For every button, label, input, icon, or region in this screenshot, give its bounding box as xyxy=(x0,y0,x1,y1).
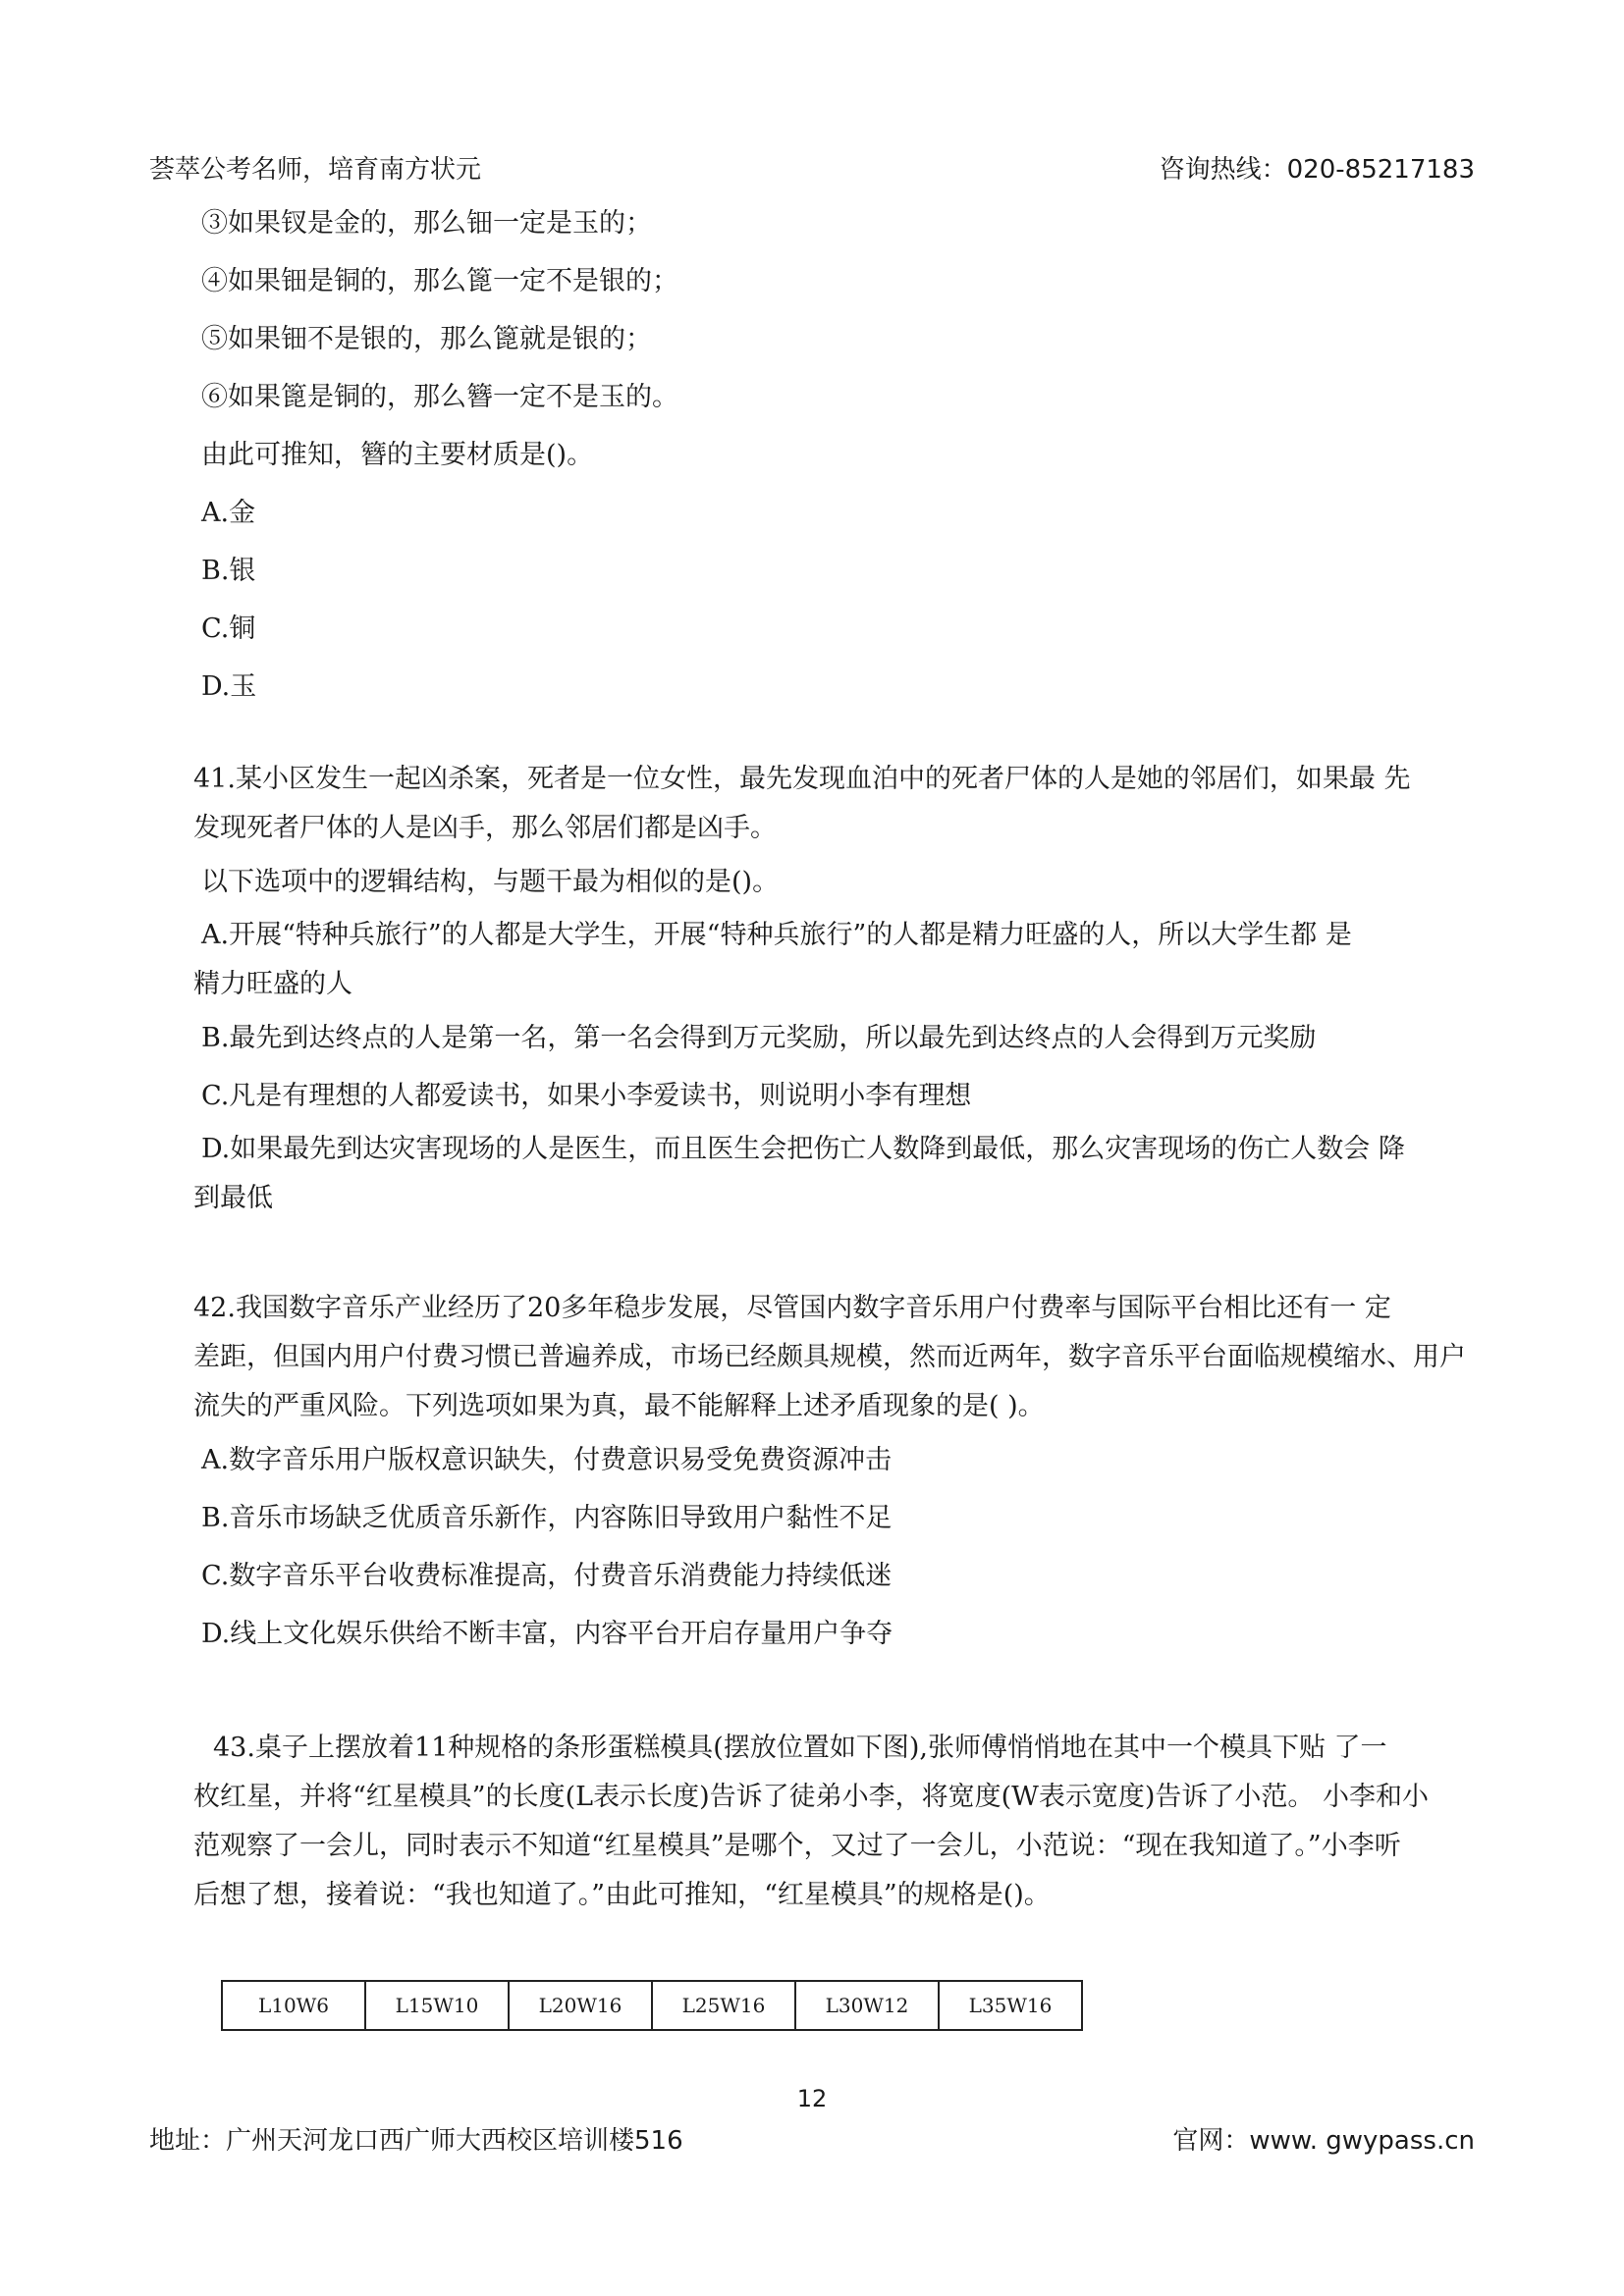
table-row xyxy=(222,1981,1082,2030)
q42-option-a: A.数字音乐用户版权意识缺失，付费意识易受免费资源冲击 xyxy=(201,1445,893,1475)
q41-stem-line-2: 发现死者尸体的人是凶手，那么邻居们都是凶手。 xyxy=(193,813,777,843)
condition-4: ④如果钿是铜的，那么篦一定不是银的； xyxy=(201,266,678,296)
mold-cell: L15W10 xyxy=(365,1981,509,2030)
q41-option-d-line-1: D.如果最先到达灾害现场的人是医生，而且医生会把伤亡人数降到最低，那么灾害现场的伤亡人数会 降 xyxy=(201,1134,1405,1164)
q42-option-d: D.线上文化娱乐供给不断丰富，内容平台开启存量用户争夺 xyxy=(201,1619,893,1649)
option-c: C.铜 xyxy=(201,614,256,644)
mold-cell: L30W12 xyxy=(795,1981,939,2030)
header-slogan: 荟萃公考名师，培育南方状元 xyxy=(149,155,482,185)
footer-address: 地址：广州天河龙口西广师大西校区培训楼516 xyxy=(149,2126,683,2156)
q41-option-a-line-1: A.开展“特种兵旅行”的人都是大学生，开展“特种兵旅行”的人都是精力旺盛的人，所以大学生都 是 xyxy=(201,920,1352,950)
mold-cell: L10W6 xyxy=(222,1981,365,2030)
q41-prompt: 以下选项中的逻辑结构，与题干最为相似的是()。 xyxy=(201,867,780,897)
question-42 xyxy=(193,1284,1475,1663)
page-footer xyxy=(149,2120,1475,2160)
option-d: D.玉 xyxy=(201,671,257,702)
q42-stem-line-3: 流失的严重风险。下列选项如果为真，最不能解释上述矛盾现象的是( )。 xyxy=(193,1391,1045,1421)
footer-website: 官网：www. gwypass.cn xyxy=(1172,2126,1475,2156)
q41-option-b: B.最先到达终点的人是第一名，第一名会得到万元奖励，所以最先到达终点的人会得到万元奖励 xyxy=(201,1023,1317,1053)
condition-6: ⑥如果篦是铜的，那么簪一定不是玉的。 xyxy=(201,382,678,412)
question-43 xyxy=(193,1724,1475,1920)
option-a: A.金 xyxy=(201,498,256,528)
q43-stem-line-4: 后想了想，接着说：“我也知道了。”由此可推知，“红星模具”的规格是()。 xyxy=(193,1880,1051,1910)
q41-stem-line-1: 41.某小区发生一起凶杀案，死者是一位女性，最先发现血泊中的死者尸体的人是她的邻居们，如果最 先 xyxy=(193,764,1411,794)
q42-option-c: C.数字音乐平台收费标准提高，付费音乐消费能力持续低迷 xyxy=(201,1561,893,1591)
mold-cell: L25W16 xyxy=(652,1981,795,2030)
q41-option-c: C.凡是有理想的人都爱读书，如果小李爱读书，则说明小李有理想 xyxy=(201,1081,972,1111)
question-41 xyxy=(193,755,1475,1223)
condition-3: ③如果钗是金的，那么钿一定是玉的； xyxy=(201,208,652,239)
mold-cell: L20W16 xyxy=(509,1981,652,2030)
q43-stem-line-1: 43.桌子上摆放着11种规格的条形蛋糕模具(摆放位置如下图),张师傅悄悄地在其中一个模具下贴 了一 xyxy=(213,1733,1387,1763)
question-40-prompt: 由此可推知，簪的主要材质是()。 xyxy=(201,440,594,470)
mold-cell: L35W16 xyxy=(939,1981,1082,2030)
q43-stem-line-2: 枚红星，并将“红星模具”的长度(L表示长度)告诉了徒弟小李，将宽度(W表示宽度)告诉了小范。 小李和小 xyxy=(193,1782,1430,1812)
q42-stem-line-1: 42.我国数字音乐产业经历了20多年稳步发展，尽管国内数字音乐用户付费率与国际平台相比还有一 定 xyxy=(193,1293,1391,1323)
header-hotline: 咨询热线：020-85217183 xyxy=(1159,155,1475,185)
option-b: B.银 xyxy=(201,556,256,586)
page-header xyxy=(149,149,1475,188)
page-number: 12 xyxy=(796,2085,828,2112)
condition-5: ⑤如果钿不是银的，那么篦就是银的； xyxy=(201,324,652,354)
q41-option-a-line-2: 精力旺盛的人 xyxy=(193,969,352,999)
q43-stem-line-3: 范观察了一会儿，同时表示不知道“红星模具”是哪个，又过了一会儿，小范说：“现在我知道了。”小李听 xyxy=(193,1831,1401,1861)
page-content xyxy=(193,194,1475,1920)
q42-option-b: B.音乐市场缺乏优质音乐新作，内容陈旧导致用户黏性不足 xyxy=(201,1503,893,1533)
question-40-tail xyxy=(201,194,1475,716)
mold-table xyxy=(221,1980,1083,2031)
q41-option-d-line-2: 到最低 xyxy=(193,1183,273,1213)
q42-stem-line-2: 差距，但国内用户付费习惯已普遍养成，市场已经颇具规模，然而近两年，数字音乐平台面临规模缩水、用户 xyxy=(193,1342,1466,1372)
